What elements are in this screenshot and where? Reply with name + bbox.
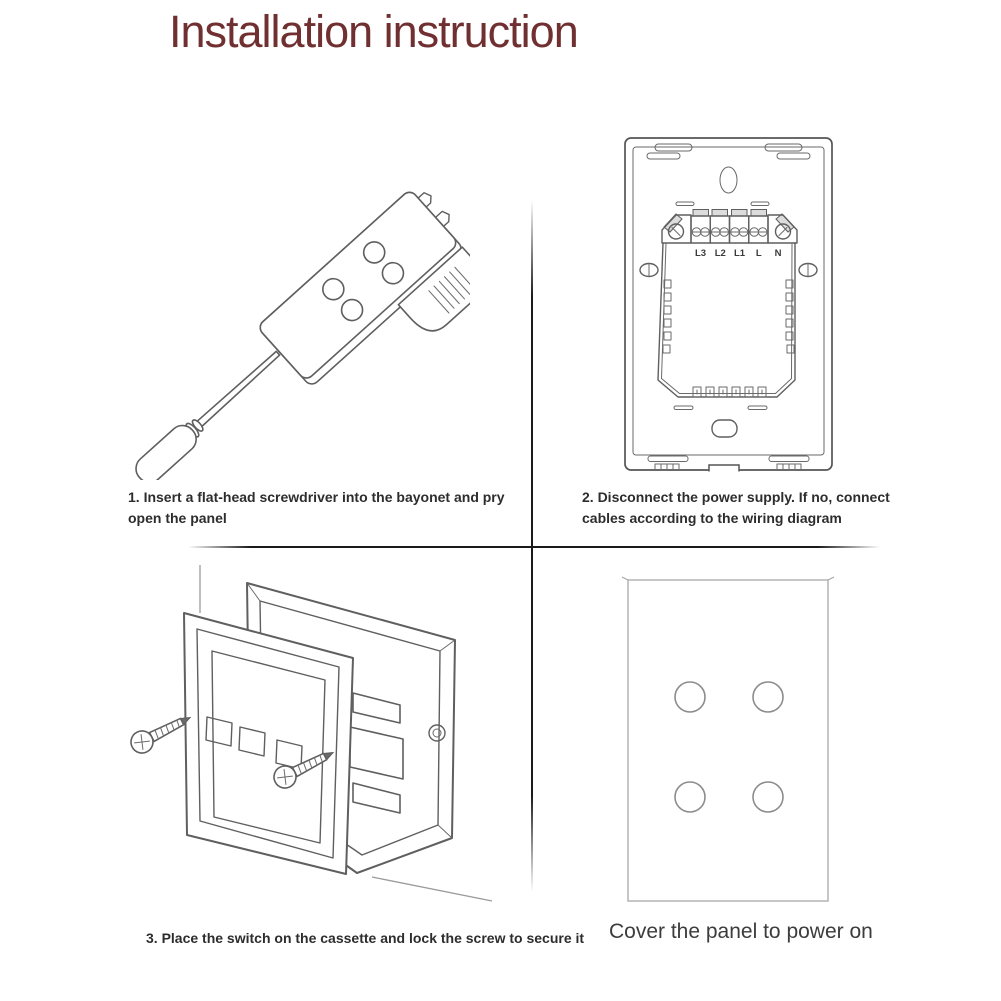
screwdriver-shaft: [197, 351, 280, 427]
step1-illustration: [130, 160, 470, 480]
terminal-label-l3: L3: [694, 248, 707, 259]
step2-caption: 2. Disconnect the power supply. If no, connect cables according to the wiring diagram: [582, 489, 890, 526]
front-panel-outline: [628, 580, 828, 901]
step4-caption: Cover the panel to power on: [609, 920, 873, 943]
screwdriver: [131, 343, 287, 480]
cassette-mounting-drawing: [100, 555, 500, 915]
terminal-label-l: L: [755, 248, 762, 259]
page-title: Installation instruction: [169, 6, 578, 57]
vertical-divider: [531, 200, 533, 892]
step4-illustration: [618, 570, 838, 910]
step3-caption: 3. Place the switch on the cassette and lock the screw to secure it: [146, 930, 585, 946]
step2-illustration: [612, 125, 847, 483]
step1-caption: 1. Insert a flat-head screwdriver into the bayonet and pry open the panel: [128, 489, 505, 526]
terminal-label-l1: L1: [733, 248, 746, 259]
switch-front-plate: [184, 613, 353, 874]
switch-mechanism: [350, 693, 403, 813]
horizontal-divider: [188, 546, 880, 548]
screwdriver-handle: [131, 420, 202, 480]
wiring-diagram-drawing: [612, 125, 847, 483]
terminal-label-l2: L2: [714, 248, 726, 259]
terminal-label-n: N: [774, 248, 782, 259]
bottom-notch: [709, 465, 739, 472]
front-panel-drawing: [618, 570, 838, 910]
step3-illustration: [100, 555, 500, 915]
switch-with-screwdriver-drawing: [130, 160, 470, 480]
